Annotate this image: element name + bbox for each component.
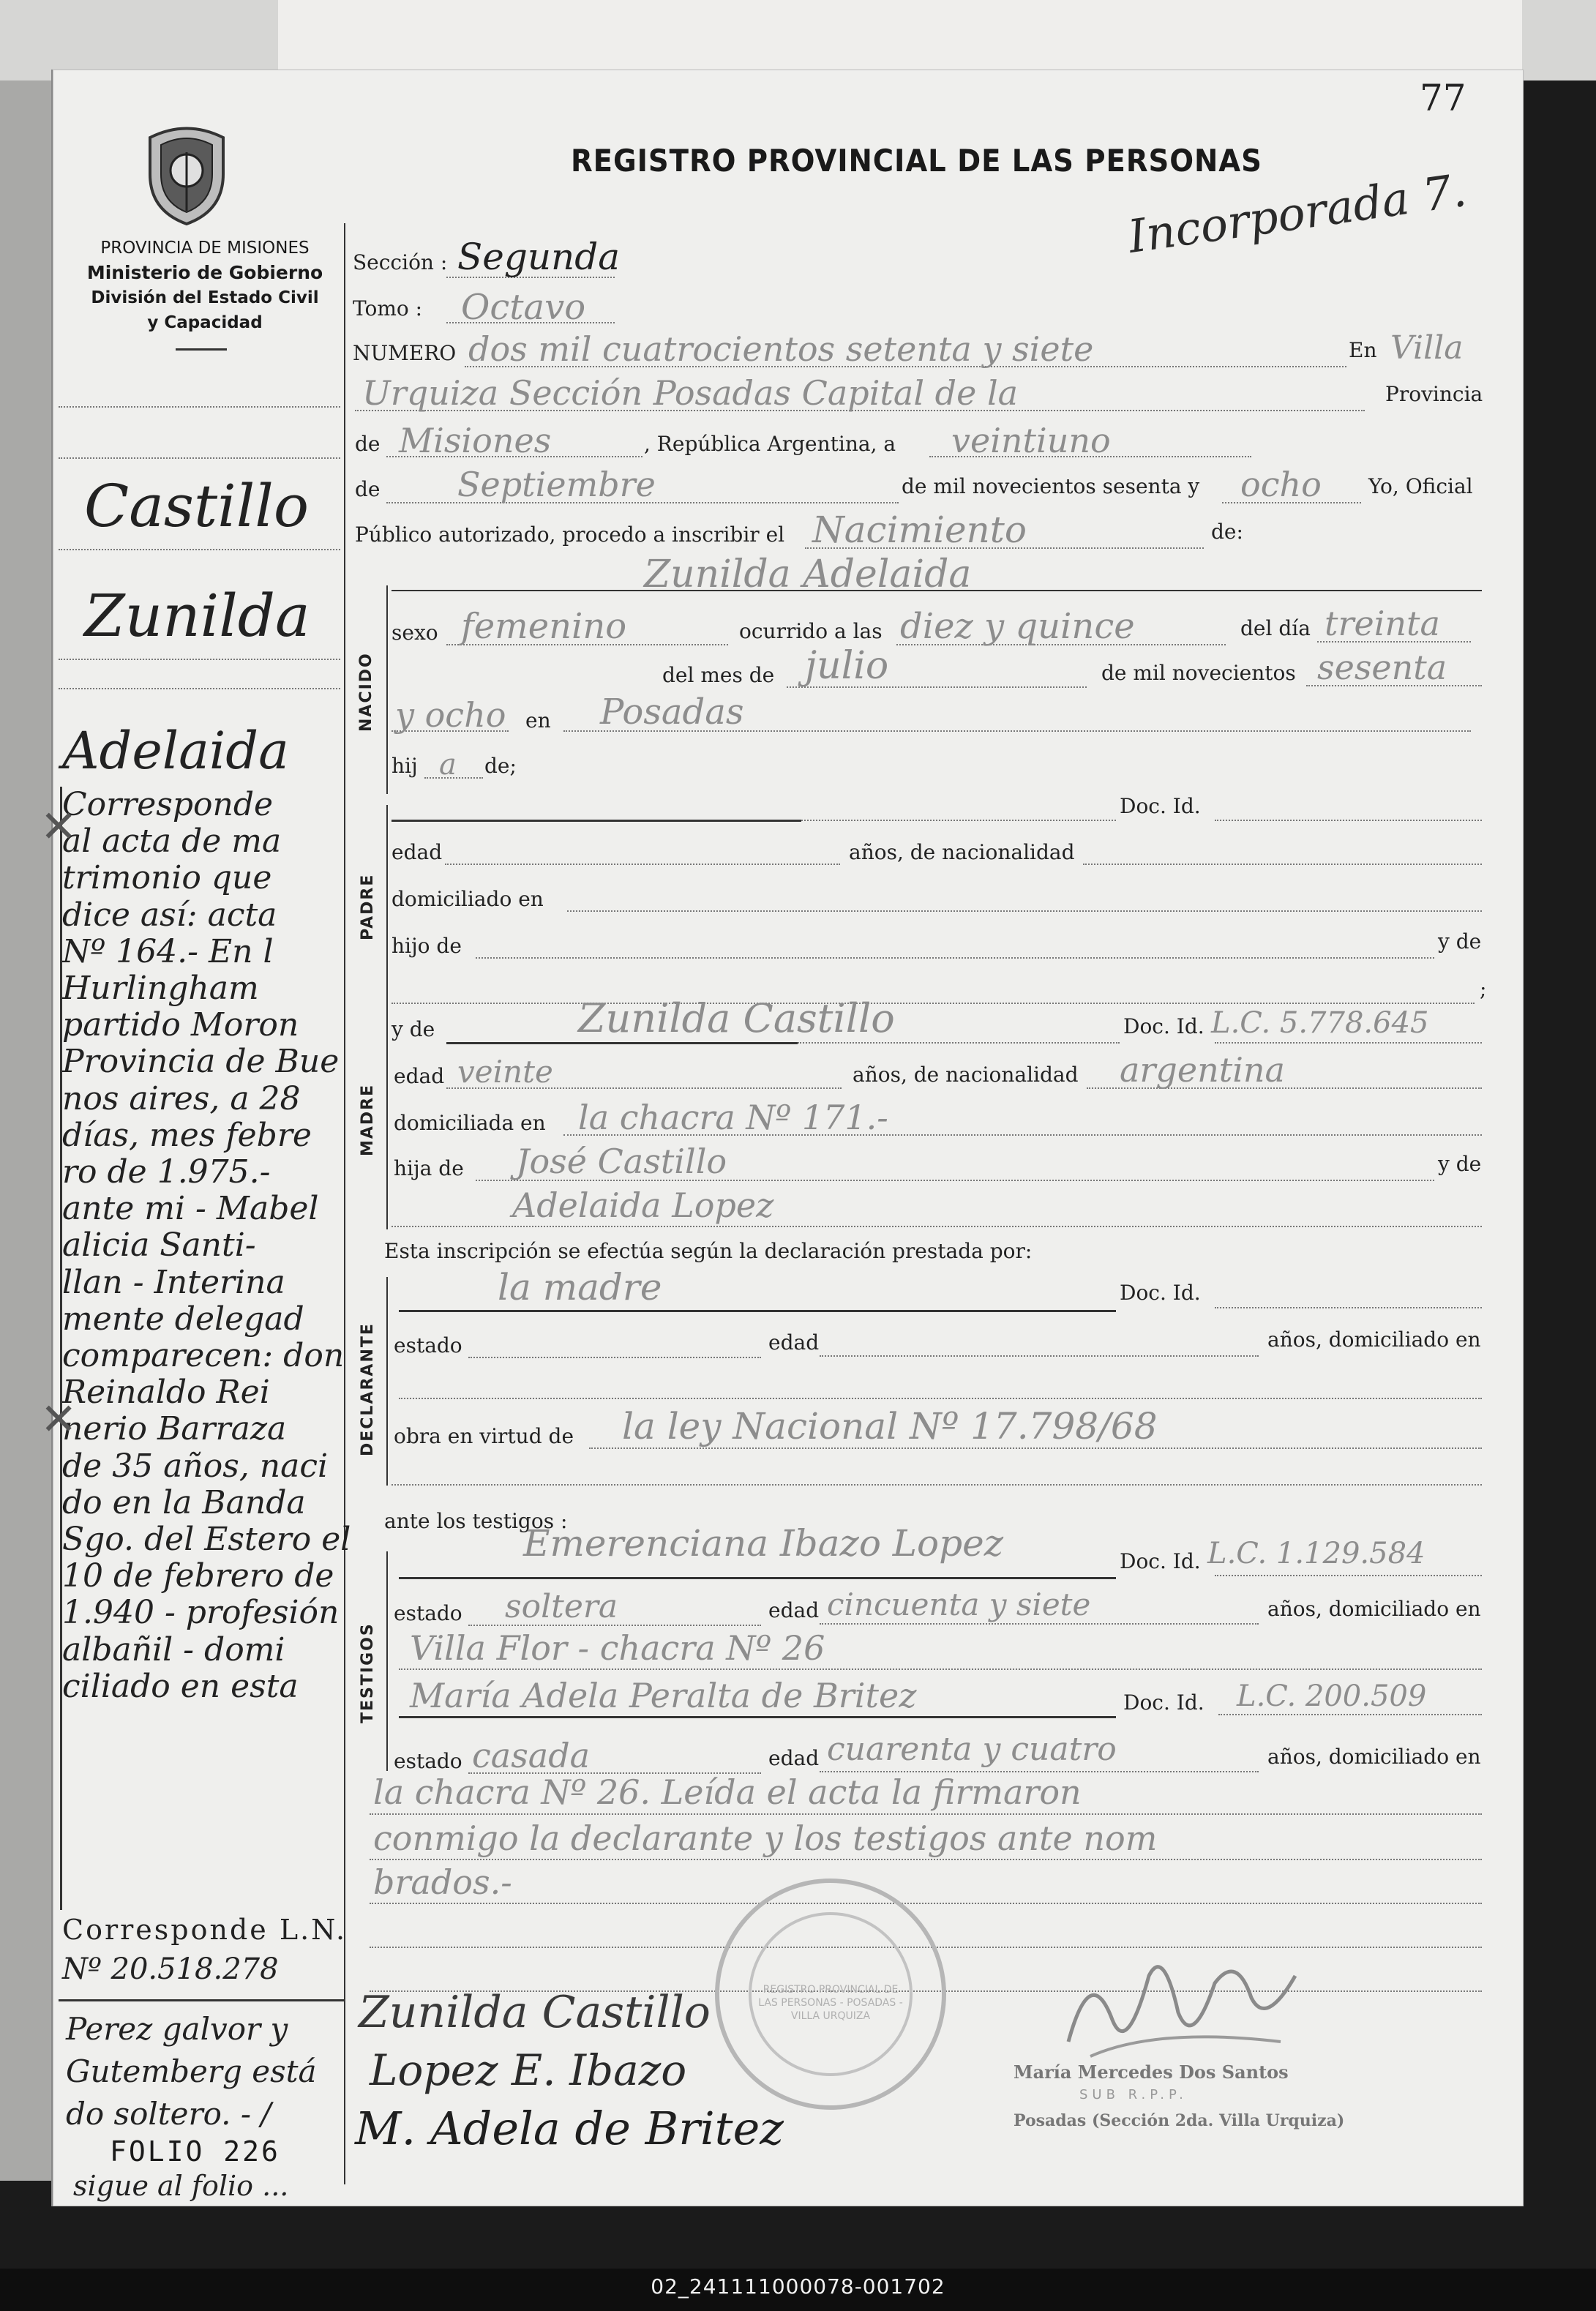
madre-edad-value: veinte [457, 1054, 553, 1090]
field-line [399, 1668, 1482, 1670]
year-of-birth-a: sesenta [1317, 648, 1447, 687]
margin-note-line: trimonio que [62, 859, 272, 897]
act-type-value: Nacimiento [812, 509, 1027, 551]
office-line1: PROVINCIA DE MISIONES [100, 239, 310, 258]
field-line [567, 910, 1482, 912]
official-signature [1046, 1932, 1325, 2078]
padre-y-de-label: y de [1438, 929, 1482, 954]
padre-semicolon: ; [1480, 977, 1487, 1001]
margin-line [59, 659, 340, 660]
madre-father-value: José Castillo [516, 1142, 727, 1181]
field-line [798, 1042, 1120, 1044]
tomo-value: Octavo [461, 287, 586, 328]
padre-name-line [391, 820, 801, 822]
cross-mark-icon: ✕ [40, 801, 78, 853]
padre-nac-label: años, de nacionalidad [849, 840, 1075, 864]
field-line [1083, 864, 1482, 865]
margin-note-line: partido Moron [62, 1006, 299, 1044]
field-line [391, 1484, 1482, 1486]
office-line2: Ministerio de Gobierno [86, 262, 323, 283]
section-bracket [386, 1551, 388, 1771]
padre-section-label: PADRE [359, 873, 377, 940]
child-name-value: Zunilda Adelaida [644, 553, 972, 596]
de-semicolon-label: de; [484, 754, 517, 778]
publico-label: Público autorizado, procedo a inscribir el [355, 522, 785, 547]
margin-doc-note-2: Nº 20.518.278 [62, 1952, 279, 1986]
testigos-label: ante los testigos : [384, 1509, 568, 1533]
section-bracket [386, 1010, 388, 1229]
madre-hija-label: hija de [394, 1156, 464, 1180]
field-line [820, 1623, 1259, 1625]
margin-name1: Zunilda [84, 582, 310, 650]
witness1-edad-label: edad [768, 1598, 820, 1622]
office-line3: División del Estado Civil [91, 288, 319, 307]
witness1-name-line [399, 1577, 1116, 1579]
field-line [370, 1859, 1482, 1860]
madre-nac-label: años, de nacionalidad [853, 1063, 1079, 1087]
margin-doc-note-1: Corresponde L.N. [62, 1914, 348, 1946]
margin-note-line: Reinaldo Rei [62, 1374, 270, 1412]
numero-label: NUMERO [353, 341, 457, 365]
section-bracket [386, 1277, 388, 1486]
obra-value: la ley Nacional Nº 17.798/68 [622, 1405, 1158, 1447]
field-line [370, 1813, 1482, 1815]
field-line [589, 1447, 1482, 1449]
field-line [801, 820, 1116, 821]
witness2-name: María Adela Peralta de Britez [410, 1676, 917, 1715]
witness2-name-line [399, 1716, 1116, 1718]
tomo-label: Tomo : [353, 296, 423, 321]
field-line [468, 1357, 761, 1358]
padre-edad-label: edad [391, 840, 443, 864]
page-number: 77 [1420, 77, 1466, 119]
header-annotation: Incorporada 7. [1125, 162, 1470, 264]
witness1-dom-value: Villa Flor - chacra Nº 26 [410, 1628, 825, 1668]
hij-label: hij [391, 754, 418, 778]
seccion-value: Segunda [457, 236, 621, 278]
seccion-label: Sección : [353, 250, 448, 274]
witness1-edad-value: cincuenta y siete [827, 1587, 1091, 1622]
de-label-2: de [355, 477, 381, 501]
declarante-section-label: DECLARANTE [359, 1322, 377, 1456]
day-value: veintiuno [951, 421, 1111, 460]
margin-note [62, 787, 381, 1705]
margin-note-line: alicia Santi- [62, 1226, 256, 1265]
margin-surname: Castillo [84, 472, 310, 540]
margin-line [59, 406, 340, 408]
year-value: ocho [1240, 465, 1322, 504]
de-colon-label: de: [1211, 520, 1243, 544]
madre-section-label: MADRE [359, 1083, 377, 1156]
sexo-value: femenino [461, 606, 627, 647]
witness2-estado-value: casada [472, 1736, 591, 1775]
field-line [1215, 1042, 1482, 1044]
sexo-label: sexo [391, 621, 438, 645]
republica-label: , República Argentina, a [644, 432, 896, 456]
field-line [1215, 1575, 1482, 1576]
de-label: de [355, 432, 381, 456]
witness2-dom-value: la chacra Nº 26. Leída el acta la firmaron [373, 1772, 1082, 1812]
testigos-section-label: TESTIGOS [359, 1622, 377, 1723]
numero-value: dos mil cuatrocientos setenta y siete [468, 329, 1094, 369]
madre-doc-label: Doc. Id. [1123, 1014, 1205, 1038]
witness2-edad-value: cuarenta y cuatro [827, 1731, 1117, 1768]
madre-dom-label: domiciliada en [394, 1111, 546, 1135]
field-line [391, 1003, 1475, 1004]
margin-note-line: albañil - domi [62, 1630, 285, 1668]
closing-line-1: conmigo la declarante y los testigos ante nom [373, 1819, 1158, 1858]
margin-note-line: 10 de febrero de [62, 1557, 334, 1595]
en-label: En [1349, 338, 1377, 362]
official-stamp [710, 1873, 951, 2115]
margin-note-line: Provincia de Bue [62, 1043, 340, 1081]
madre-mother-value: Adelaida Lopez [512, 1186, 774, 1225]
padre-doc-label: Doc. Id. [1120, 794, 1201, 818]
margin-note-line: do en la Banda [62, 1483, 306, 1521]
time-value: diez y quince [900, 606, 1135, 647]
ocurrido-label: ocurrido a las [739, 619, 883, 643]
madre-dom-value: la chacra Nº 171.- [578, 1098, 888, 1137]
margin-note-line: ciliado en esta [62, 1667, 299, 1705]
official-name: María Mercedes Dos Santos [1014, 2061, 1289, 2083]
margin-note-line: ro de 1.975.- [62, 1153, 271, 1191]
witness1-name: Emerenciana Ibazo Lopez [523, 1522, 1004, 1565]
stamp-text: REGISTRO PROVINCIAL DE LAS PERSONAS - POSADAS - VILLA URQUIZA [758, 1984, 903, 2022]
margin-note-line: días, mes febre [62, 1116, 312, 1154]
provincia-label: Provincia [1385, 382, 1483, 406]
declarante-edad-label: edad [768, 1330, 820, 1355]
field-line [399, 1398, 1482, 1399]
witness2-anos-label: años, domiciliado en [1267, 1745, 1481, 1769]
del-mes-label: del mes de [662, 663, 775, 687]
witness2-doc-value: L.C. 200.509 [1237, 1679, 1427, 1713]
declarante-doc-label: Doc. Id. [1120, 1281, 1201, 1305]
madre-name-value: Zunilda Castillo [578, 995, 895, 1041]
margin-note-line: dice así: acta [62, 896, 277, 934]
margin-note-line: al acta de ma [62, 823, 282, 861]
margin-note-line: ante mi - Mabel [62, 1190, 319, 1228]
declarante-name-value: la madre [498, 1266, 662, 1308]
margin-note-line: Sgo. del Estero el [62, 1521, 351, 1559]
field-line [445, 864, 840, 865]
mil-novecientos-label: de mil novecientos [1101, 661, 1296, 685]
margin-divider [59, 1999, 345, 2001]
footer-document-id: 02_241111000078-001702 [651, 2274, 945, 2299]
madre-doc-value: L.C. 5.778.645 [1211, 1006, 1429, 1040]
witness1-doc-label: Doc. Id. [1120, 1549, 1201, 1573]
obra-label: obra en virtud de [394, 1424, 574, 1448]
witness2-doc-label: Doc. Id. [1123, 1690, 1205, 1715]
margin-note-line: Hurlingham [62, 970, 259, 1008]
office-line4: y Capacidad [147, 313, 263, 332]
witness2-estado-label: estado [394, 1749, 462, 1773]
province-value: Misiones [399, 421, 552, 460]
section-line [391, 590, 1482, 591]
coat-of-arms-icon [139, 123, 234, 225]
del-dia-label: del día [1240, 616, 1311, 640]
margin-line [59, 549, 340, 550]
margin-note-line: llan - Interina [62, 1263, 285, 1301]
closing-line-2: brados.- [373, 1862, 512, 1902]
margin-name2: Adelaida [62, 721, 289, 781]
madre-y-de-label: y de [391, 1017, 435, 1041]
signature-1: Zunilda Castillo [359, 1987, 711, 2038]
en-value: Villa [1390, 329, 1464, 367]
birthplace-value: Posadas [600, 692, 744, 733]
witness1-anos-label: años, domiciliado en [1267, 1597, 1481, 1621]
margin-note-line: Corresponde [62, 786, 274, 823]
field-line [391, 1226, 1482, 1227]
field-line [1218, 1714, 1482, 1715]
margin-bottom-line: sigue al folio ... [73, 2170, 289, 2202]
madre-edad-label: edad [394, 1064, 445, 1088]
year-label: de mil novecientos sesenta y [902, 474, 1200, 498]
year-of-birth-b: y ocho [395, 695, 506, 735]
background-strip [278, 0, 1522, 80]
yo-oficial-label: Yo, Oficial [1368, 474, 1473, 498]
signature-2: Lopez E. Ibazo [370, 2045, 687, 2095]
margin-note-line: Nº 164.- En l [62, 932, 274, 970]
padre-dom-label: domiciliado en [391, 887, 544, 911]
declaration-label: Esta inscripción se efectúa según la declaración prestada por: [384, 1239, 1033, 1263]
margin-line [59, 688, 340, 689]
signature-3: M. Adela de Britez [355, 2102, 784, 2155]
margin-note-line: nerio Barraza [62, 1410, 287, 1448]
margin-bottom-line: Perez galvor y [66, 2011, 288, 2047]
place-value: Urquiza Sección Posadas Capital de la [362, 373, 1019, 413]
cross-mark-icon: ✕ [40, 1394, 78, 1445]
margin-note-line: de 35 años, naci [62, 1447, 329, 1485]
field-line [820, 1355, 1259, 1357]
day-of-birth-value: treinta [1325, 604, 1440, 643]
margin-note-line: 1.940 - profesión [62, 1594, 340, 1632]
margin-note-line: mente delegad [62, 1300, 304, 1338]
margin-note-line: comparecen: don [62, 1337, 345, 1375]
margin-note-border [60, 787, 62, 1910]
month-value: Septiembre [457, 465, 656, 504]
madre-nac-value: argentina [1120, 1050, 1285, 1090]
field-line [1215, 820, 1482, 821]
witness1-estado-label: estado [394, 1601, 462, 1625]
declarante-name-line [399, 1310, 1116, 1312]
hij-value: a [439, 748, 457, 782]
margin-line [59, 457, 340, 459]
declarante-anos-label: años, domiciliado en [1267, 1327, 1481, 1352]
witness1-estado-value: soltera [505, 1588, 618, 1625]
en-label-birth: en [525, 708, 551, 733]
madre-name-line [446, 1042, 798, 1044]
declarante-estado-label: estado [394, 1333, 462, 1357]
official-office: SUB R.P.P. [1079, 2087, 1188, 2102]
page-title: REGISTRO PROVINCIAL DE LAS PERSONAS [571, 143, 1262, 179]
office-divider [176, 348, 227, 351]
nacido-section-label: NACIDO [357, 652, 375, 732]
padre-hijo-label: hijo de [391, 934, 462, 958]
madre-y-de2-label: y de [1438, 1152, 1482, 1176]
official-place: Posadas (Sección 2da. Villa Urquiza) [1014, 2111, 1345, 2130]
margin-folio: FOLIO 226 [110, 2135, 280, 2168]
month-of-birth-value: julio [805, 644, 889, 688]
section-bracket [386, 585, 388, 794]
margin-bottom-line: Gutemberg está [66, 2053, 317, 2089]
book-edge-left [0, 80, 55, 2181]
field-line [1215, 1307, 1482, 1308]
margin-note-line: nos aires, a 28 [62, 1079, 301, 1117]
witness1-doc-value: L.C. 1.129.584 [1207, 1537, 1425, 1570]
field-line [476, 957, 1434, 959]
margin-bottom-line: do soltero. - / [66, 2096, 271, 2132]
witness2-edad-label: edad [768, 1746, 820, 1770]
